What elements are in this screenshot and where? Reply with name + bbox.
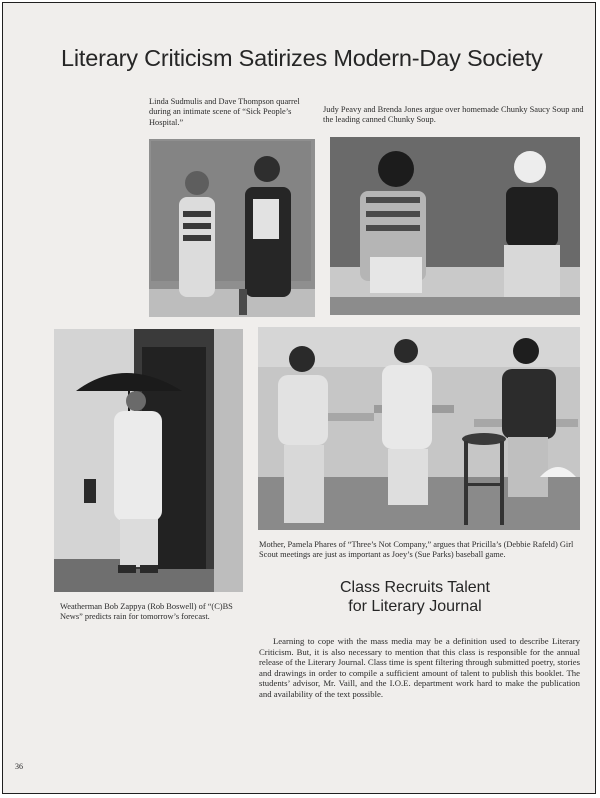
photo-weatherman: [54, 329, 243, 592]
photo-caption: Mother, Pamela Phares of “Three’s Not Company,” argues that Pricilla’s (Debbie Rafeld) Girl Scout meetings are just as important as Joey’s (Sue Parks) baseball game.: [259, 540, 574, 560]
photo-caption: Linda Sudmulis and Dave Thompson quarrel during an intimate scene of “Sick People’s Hospital.”: [149, 97, 300, 127]
yearbook-page: [2, 2, 596, 794]
article-body: Learning to cope with the mass media may be a definition used to describe Literary Criticism. But, it is also necessary to mention that this class is responsible for the annual release of the Literary Journal. Class time is spent filtering through submitted poetry, stories and drawings in order to compile a sufficient amount of talent to publish this booklet. The students’ advisor, Mr. Vaill, and the I.O.E. department work hard to make the publication and availability of the text possible.: [259, 636, 580, 699]
subhead-line: Class Recruits Talent: [340, 579, 490, 596]
photo-caption: Judy Peavy and Brenda Jones argue over homemade Chunky Saucy Soup and the leading canned Chunky Soup.: [323, 105, 584, 125]
subhead-line: for Literary Journal: [348, 598, 482, 615]
photo-caption: Weatherman Bob Zappya (Rob Boswell) of “(C)BS News” predicts rain for tomorrow’s forecast.: [60, 602, 233, 622]
page-headline: Literary Criticism Satirizes Modern-Day Society: [61, 45, 543, 71]
photo-chunky-soup: [330, 137, 580, 315]
photo-sick-peoples-hospital: [149, 139, 315, 317]
page-number: 36: [15, 762, 23, 771]
photo-threes-not-company: [258, 327, 580, 530]
article-subhead: [303, 578, 527, 616]
